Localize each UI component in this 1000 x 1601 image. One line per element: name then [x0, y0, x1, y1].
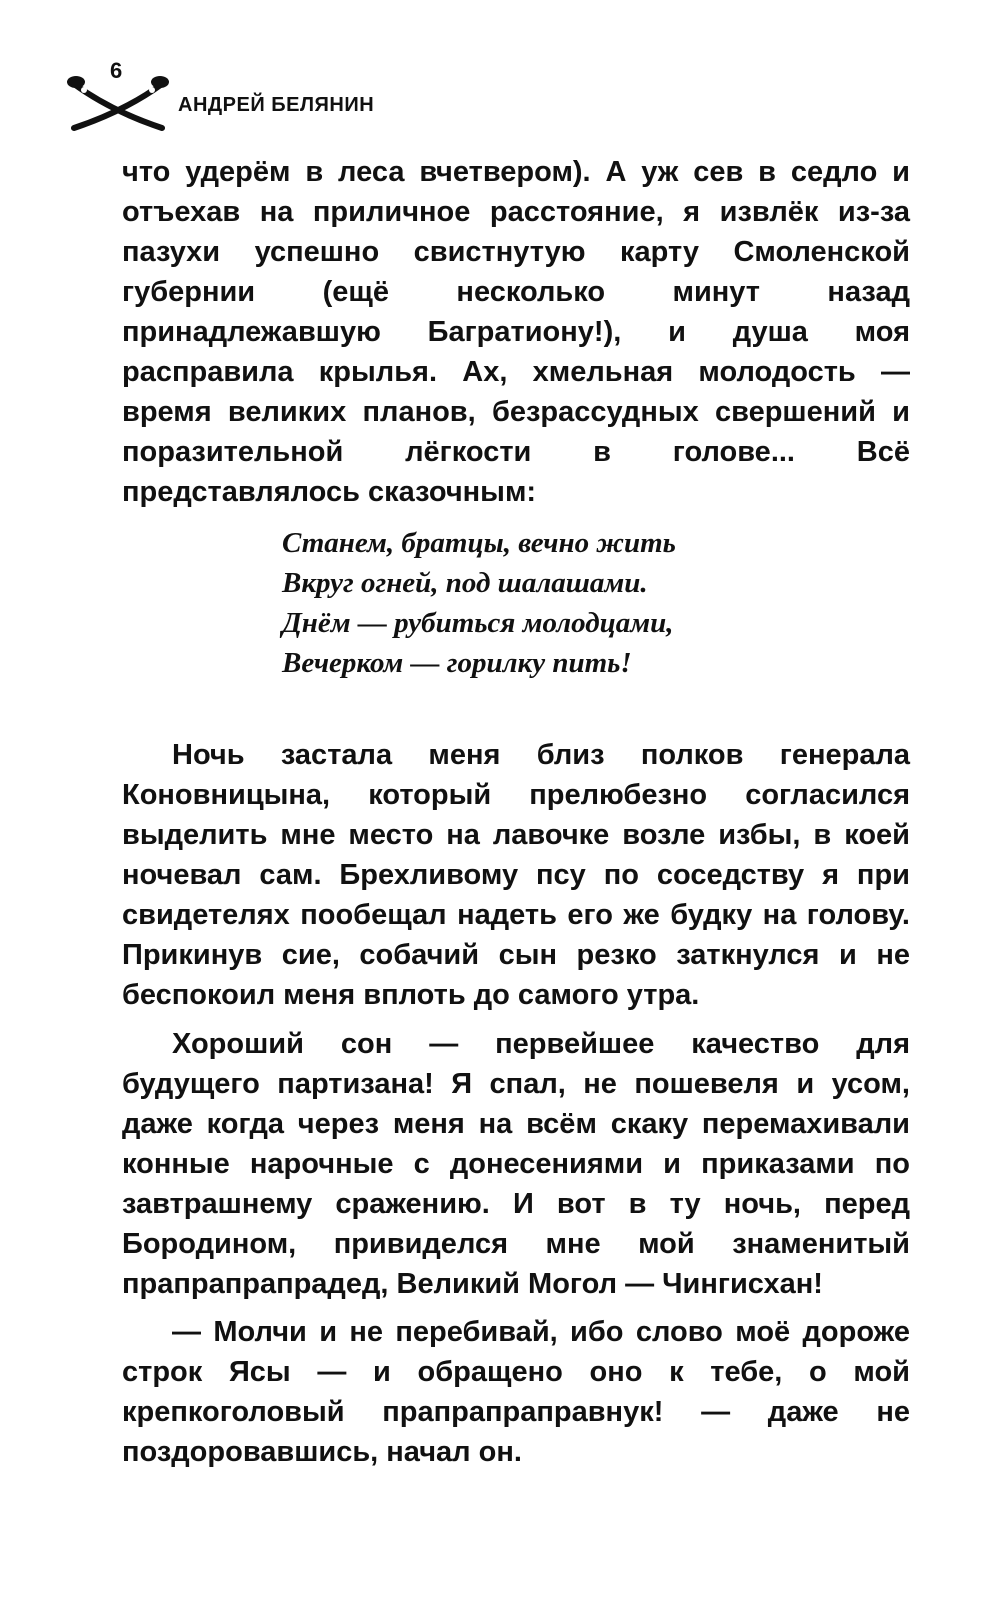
poem-line-4: Вечерком — горилку пить! [282, 647, 632, 679]
running-header [66, 60, 486, 140]
paragraph-2: Ночь застала меня близ полков генерала Коновницына, который прелюбезно согласился выделить мне место на лавочке возле избы, в коей ночевал сам. Брехливому псу по соседству я при свидетелях пообещал надеть его же будку на голову. Прикинув сие, собачий сын резко заткнулся и не беспокоил меня вплоть до самого утра. [122, 739, 910, 1011]
poem-stanza [282, 523, 676, 683]
paragraph-3: Хороший сон — первейшее качество для будущего партизана! Я спал, не пошевеля и усом, даже когда через меня на всём скаку перемахивали конные нарочные с донесениями и приказами по завтрашнему сражению. И вот в ту ночь, перед Бородином, привиделся мне мой знаменитый прапрапрапрадед, Великий Могол — Чингисхан! [122, 1028, 910, 1300]
paragraph-1: что удерём в леса вчетвером). А уж сев в седло и отъехав на приличное расстояние, я извлёк из-за пазухи успешно свистнутую карту Смоленской губернии (ещё несколько минут назад принадлежавшую Багратиону!), и душа моя расправила крылья. Ах, хмельная молодость — время великих планов, безрассудных свершений и поразительной лёгкости в голове... Всё представлялось сказочным: [122, 156, 910, 508]
running-head-author: АНДРЕЙ БЕЛЯНИН [178, 94, 375, 116]
poem-line-3: Днём — рубиться молодцами, [282, 607, 674, 639]
paragraph-4: — Молчи и не перебивай, ибо слово моё дороже строк Ясы — и обращено оно к тебе, о мой крепкоголовый прапрапраправнук! — даже не поздоровавшись, начал он. [122, 1316, 910, 1468]
poem-line-2: Вкруг огней, под шалашами. [282, 567, 648, 599]
page-number: 6 [110, 58, 123, 83]
poem-line-1: Станем, братцы, вечно жить [282, 527, 676, 559]
